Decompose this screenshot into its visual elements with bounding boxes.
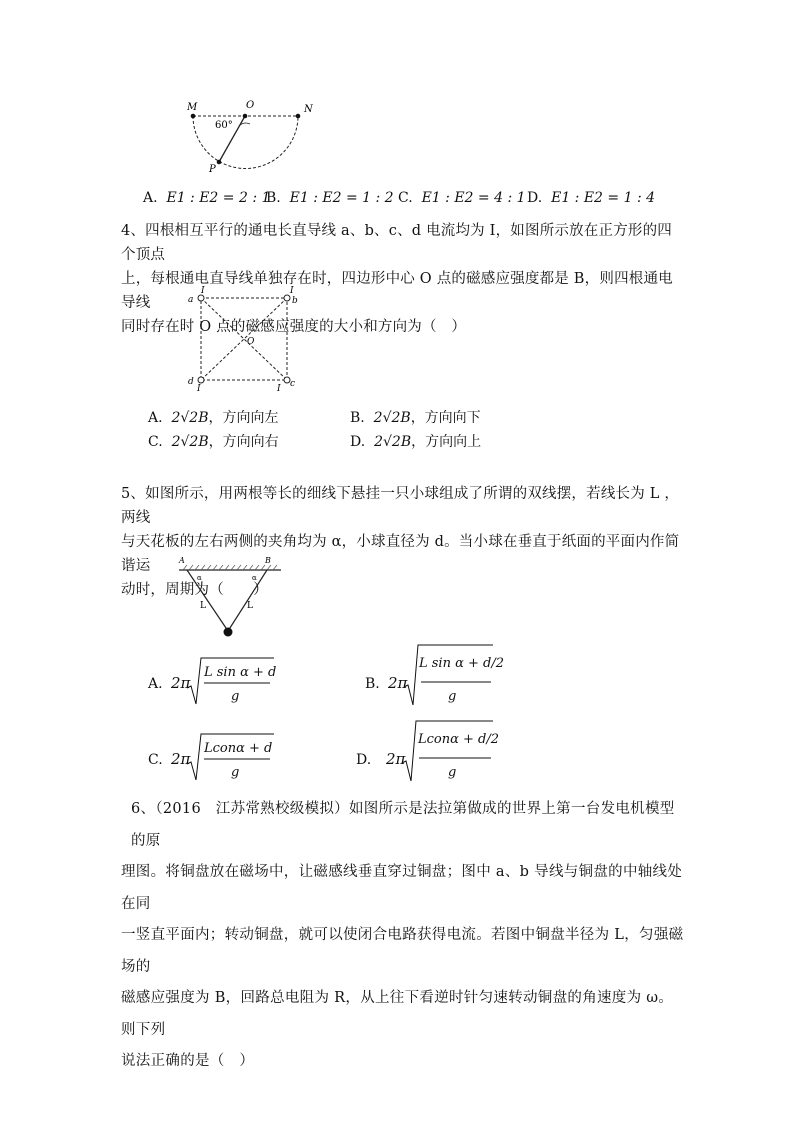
current-label-a: I — [201, 286, 205, 296]
q4-line-2: 上，每根通电直导线单独存在时，四边形中心 O 点的磁感应强度都是 B，则四根通电导线 — [121, 271, 673, 311]
q5-option-b-denominator: g — [448, 689, 457, 704]
q6-line-2: 理图。将铜盘放在磁场中，让磁感线垂直穿过铜盘；图中 a、b 导线与铜盘的中轴线处在同 — [121, 864, 683, 912]
q5-option-c: C. — [148, 752, 163, 768]
q6-line-1: 6、（2016 江苏常熟校级模拟）如图所示是法拉第做成的世界上第一台发电机模型的原 — [131, 801, 675, 849]
label-d: d — [188, 377, 194, 387]
bifilar-pendulum-figure — [175, 553, 290, 643]
q5-option-b-numerator: L sin α + d/2 — [419, 656, 505, 671]
q6-line-4: 磁感应强度为 B，回路总电阻为 R，从上往下看逆时针匀速转动铜盘的角速度为 ω。则下列 — [121, 990, 674, 1038]
q5-option-a-denominator: g — [231, 689, 240, 704]
angle-alpha-left: α — [197, 574, 202, 582]
label-a: a — [188, 295, 194, 305]
q3-option-d: D. E1 : E2 = 1 : 4 — [527, 190, 656, 206]
q5-option-b-coef: 2π — [388, 674, 408, 692]
q5-option-d-denominator: g — [448, 765, 457, 780]
string-length-right: L — [247, 601, 253, 611]
label-p: P — [209, 164, 216, 175]
q3-option-c: C. E1 : E2 = 4 : 1 — [398, 190, 526, 206]
q3-option-b: B. E1 : E2 = 1 : 2 — [266, 190, 394, 206]
q5-option-c-numerator: Lconα + d — [204, 741, 273, 756]
label-n: N — [304, 104, 313, 115]
q5-option-d-coef: 2π — [386, 750, 406, 768]
q5-option-c-denominator: g — [231, 765, 240, 780]
q4-option-d: D. 2√2B，方向向上 — [350, 434, 482, 450]
q5-option-d-numerator: Lconα + d/2 — [418, 732, 500, 747]
label-b: b — [292, 296, 298, 306]
label-c: c — [290, 379, 296, 389]
q5-option-d: D. — [356, 752, 372, 768]
q6-line-3: 一竖直平面内；转动铜盘，就可以使闭合电路获得电流。若图中铜盘半径为 L，匀强磁场的 — [121, 927, 684, 975]
q5-option-a: A. — [148, 676, 163, 692]
q4-line-3: 同时存在时 O 点的磁感应强度的大小和方向为（ ） — [121, 319, 467, 335]
label-o: O — [246, 100, 255, 111]
q4-option-b: B. 2√2B，方向向下 — [350, 410, 481, 426]
q5-line-1: 5、如图所示，用两根等长的细线下悬挂一只小球组成了所谓的双线摆，若线长为 L ，两线 — [121, 486, 680, 526]
label-m: M — [187, 102, 198, 113]
q6-stem — [121, 794, 686, 1078]
q5-option-a-coef: 2π — [171, 674, 191, 692]
q3-option-a: A. E1 : E2 = 2 : 1 — [143, 190, 271, 206]
string-length-left: L — [200, 601, 206, 611]
q4-line-1: 4、四根相互平行的通电长直导线 a、b、c、d 电流均为 I，如图所示放在正方形的四个顶点 — [121, 223, 673, 263]
label-ceiling-a: A — [179, 556, 185, 565]
angle-label: 60° — [215, 120, 233, 131]
q5-option-b: B. — [365, 676, 380, 692]
q4-option-a: A. 2√2B，方向向左 — [148, 410, 279, 426]
q5-line-2: 与天花板的左右两侧的夹角均为 α，小球直径为 d。当小球在垂直于纸面的平面内作简谐运 — [121, 534, 680, 574]
current-label-c: I — [277, 384, 281, 394]
q5-line-3: 动时，周期为（ ） — [121, 582, 268, 598]
label-center-o: O — [247, 337, 255, 347]
q4-option-c: C. 2√2B，方向向右 — [148, 434, 279, 450]
square-wires-figure — [180, 284, 310, 394]
semicircle-figure — [180, 95, 320, 180]
angle-alpha-right: α — [252, 574, 257, 582]
current-label-b: I — [290, 286, 294, 296]
q6-line-5: 说法正确的是（ ） — [121, 1053, 255, 1069]
q5-option-c-coef: 2π — [171, 750, 191, 768]
q5-option-a-numerator: L sin α + d — [204, 665, 277, 680]
current-label-d: I — [197, 384, 201, 394]
label-ceiling-b: B — [265, 556, 271, 565]
